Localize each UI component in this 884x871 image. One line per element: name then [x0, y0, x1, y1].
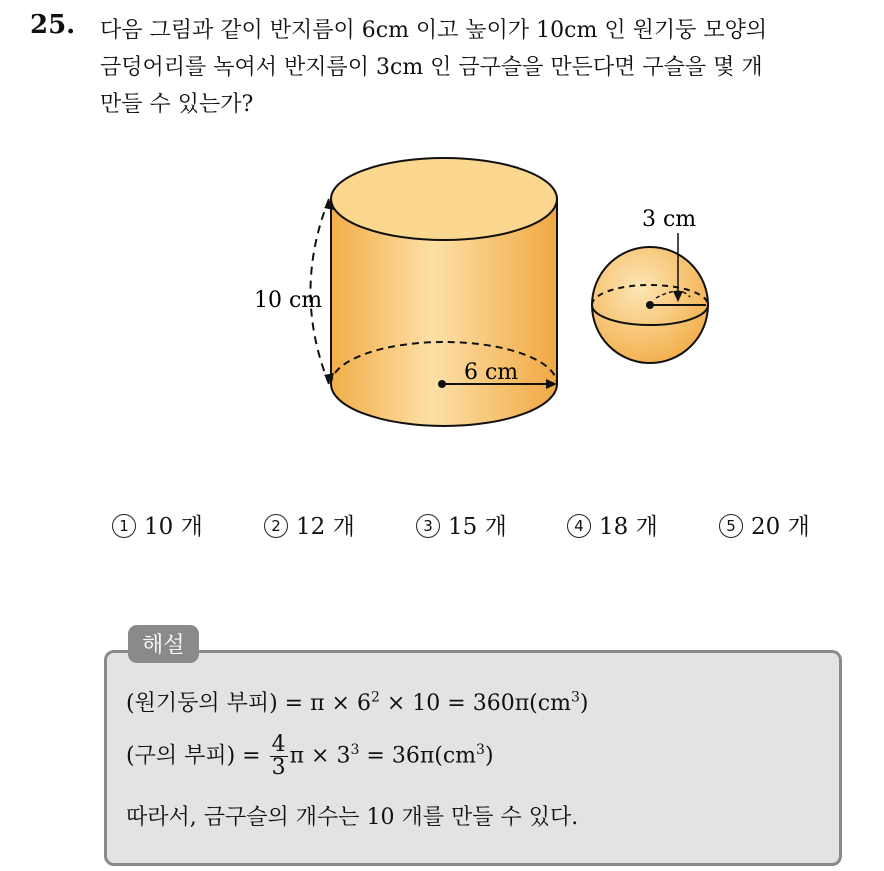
question-number: 25.: [30, 10, 76, 40]
solution-text: (구의 부피) =: [126, 743, 268, 769]
exponent: 3: [476, 742, 485, 759]
solution-text: = 36π(cm: [359, 743, 477, 769]
solution-text: ): [579, 691, 589, 716]
solution-line-2: [126, 734, 494, 779]
solution-tag: 해설: [128, 625, 199, 663]
cylinder: [311, 158, 558, 426]
question-line: 만들 수 있는가?: [100, 92, 254, 117]
exponent: 2: [370, 689, 380, 706]
choice-3[interactable]: [416, 508, 507, 541]
height-label: 10 cm: [254, 288, 323, 313]
fraction-numerator: 4: [271, 732, 286, 757]
choice-marker: 1: [112, 514, 136, 538]
choice-2[interactable]: [264, 508, 355, 541]
solution-text: × 10 = 360π(cm: [379, 691, 571, 716]
choice-label: 15 개: [448, 514, 507, 540]
choice-4[interactable]: [567, 508, 658, 541]
cylinder-radius-label: 6 cm: [464, 360, 519, 385]
choice-label: 10 개: [144, 514, 203, 540]
solution-line-3: 따라서, 금구슬의 개수는 10 개를 만들 수 있다.: [126, 805, 579, 830]
question-line: 다음 그림과 같이 반지름이 6cm 이고 높이가 10cm 인 원기둥 모양의: [100, 18, 768, 43]
choice-marker: 5: [719, 514, 743, 538]
solution-text: (원기둥의 부피) = π × 6: [126, 691, 371, 716]
solution-text: ): [484, 743, 494, 769]
choice-label: 12 개: [296, 514, 355, 540]
sphere: [592, 233, 708, 363]
fraction: [270, 734, 288, 779]
choice-label: 18 개: [599, 514, 658, 540]
choice-marker: 2: [264, 514, 288, 538]
choice-marker: 4: [567, 514, 591, 538]
solution-text: π × 3: [289, 743, 351, 769]
choice-marker: 3: [416, 514, 440, 538]
choice-1[interactable]: [112, 508, 203, 541]
choice-5[interactable]: [719, 508, 810, 541]
exponent: 3: [570, 689, 580, 706]
choice-label: 20 개: [751, 514, 810, 540]
solution-line-1: [126, 686, 588, 717]
exponent: 3: [350, 742, 360, 759]
sphere-radius-label: 3 cm: [642, 207, 697, 232]
fraction-denominator: 3: [271, 755, 286, 780]
question-line: 금덩어리를 녹여서 반지름이 3cm 인 금구슬을 만든다면 구슬을 몇 개: [100, 55, 763, 80]
